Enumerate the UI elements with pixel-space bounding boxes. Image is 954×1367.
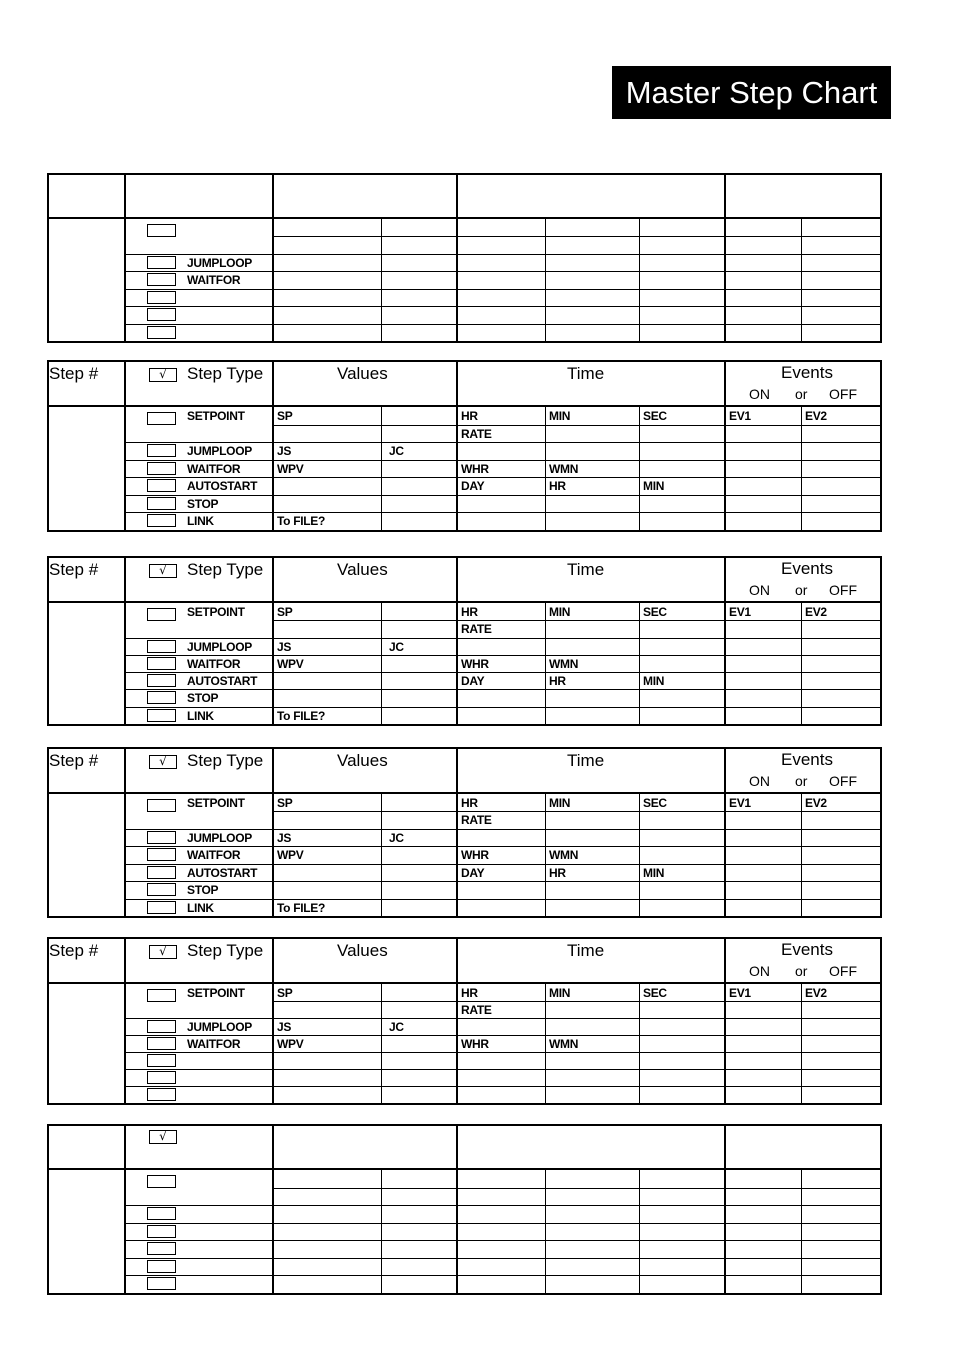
column-divider (724, 362, 726, 530)
step-type-checkbox[interactable] (147, 657, 176, 670)
field-label-whr: WHR (461, 1037, 489, 1051)
field-label-ev2: EV2 (805, 796, 827, 810)
column-divider (801, 794, 802, 916)
column-divider (124, 558, 126, 724)
column-divider (545, 794, 546, 916)
field-label-hr: HR (461, 796, 478, 810)
column-divider (456, 749, 458, 916)
field-label-sp: SP (277, 409, 293, 423)
field-label-js: JS (277, 444, 292, 458)
field-label-to-file: To FILE? (277, 514, 326, 528)
field-label-jc: JC (389, 1020, 404, 1034)
column-divider (801, 219, 802, 341)
events-or-label: or (795, 582, 808, 598)
field-label-min: MIN (549, 796, 571, 810)
step-type-checkbox[interactable] (147, 709, 176, 722)
checkmark-box: √ (149, 1130, 177, 1144)
values-header: Values (337, 941, 388, 960)
events-header: Events (781, 559, 833, 578)
values-header: Values (337, 751, 388, 770)
column-divider (381, 219, 382, 341)
field-label-hr: HR (549, 866, 566, 880)
step-type-checkbox[interactable] (147, 1277, 176, 1290)
column-divider (724, 939, 726, 1103)
row-divider (125, 846, 880, 847)
events-on-label: ON (749, 773, 770, 789)
column-divider (456, 362, 458, 530)
events-off-label: OFF (829, 963, 857, 979)
checkmark-box: √ (149, 368, 177, 382)
field-label-day: DAY (461, 674, 485, 688)
time-header: Time (567, 364, 605, 383)
step-chart (47, 747, 882, 918)
checkmark-box: √ (149, 755, 177, 769)
step-type-checkbox[interactable] (147, 1054, 176, 1067)
field-label-whr: WHR (461, 848, 489, 862)
column-divider (456, 175, 458, 341)
step-type-checkbox[interactable] (147, 901, 176, 914)
field-label-jumploop: JUMPLOOP (187, 1020, 252, 1034)
time-header: Time (567, 560, 605, 579)
field-label-waitfor: WAITFOR (187, 273, 241, 287)
column-divider (381, 794, 382, 916)
row-divider (273, 425, 880, 426)
row-divider (125, 1018, 880, 1019)
step-type-checkbox[interactable] (147, 1071, 176, 1084)
step-type-header: Step Type (187, 751, 264, 770)
step-chart (47, 937, 882, 1105)
step-type-checkbox[interactable] (147, 444, 176, 457)
step-type-header: Step Type (187, 364, 264, 383)
field-label-jumploop: JUMPLOOP (187, 256, 252, 270)
checkmark-box: √ (149, 564, 177, 578)
field-label-autostart: AUTOSTART (187, 674, 258, 688)
field-label-setpoint: SETPOINT (187, 605, 245, 619)
row-divider (125, 495, 880, 496)
column-divider (456, 558, 458, 724)
field-label-wpv: WPV (277, 1037, 304, 1051)
field-label-wpv: WPV (277, 657, 304, 671)
row-divider (125, 460, 880, 461)
column-divider (724, 558, 726, 724)
field-label-day: DAY (461, 866, 485, 880)
field-label-wpv: WPV (277, 848, 304, 862)
step-type-checkbox[interactable] (147, 1088, 176, 1101)
row-divider (125, 1035, 880, 1036)
header-divider (49, 405, 880, 407)
step-type-checkbox[interactable] (147, 479, 176, 492)
events-or-label: or (795, 963, 808, 979)
step-type-header: Step Type (187, 941, 264, 960)
row-divider (125, 829, 880, 830)
field-label-ev1: EV1 (729, 986, 751, 1000)
step-type-checkbox[interactable] (147, 1260, 176, 1273)
field-label-stop: STOP (187, 883, 219, 897)
step-type-checkbox[interactable] (147, 412, 176, 425)
field-label-link: LINK (187, 709, 214, 723)
step-type-checkbox[interactable] (147, 1037, 176, 1050)
field-label-ev1: EV1 (729, 605, 751, 619)
field-label-wmn: WMN (549, 462, 579, 476)
column-divider (272, 362, 274, 530)
row-divider (125, 477, 880, 478)
field-label-ev1: EV1 (729, 796, 751, 810)
header-divider (49, 982, 880, 984)
field-label-sec: SEC (643, 605, 667, 619)
step-chart (47, 173, 882, 343)
row-divider (273, 811, 880, 812)
step-type-checkbox[interactable] (147, 308, 176, 321)
events-off-label: OFF (829, 386, 857, 402)
step-type-checkbox[interactable] (147, 831, 176, 844)
step-chart (47, 556, 882, 726)
row-divider (125, 1052, 880, 1053)
header-divider (49, 1168, 880, 1170)
step-type-checkbox[interactable] (147, 989, 176, 1002)
field-label-sp: SP (277, 796, 293, 810)
field-label-min: MIN (643, 866, 665, 880)
field-label-ev1: EV1 (729, 409, 751, 423)
step-chart (47, 1124, 882, 1295)
field-label-sp: SP (277, 605, 293, 619)
values-header: Values (337, 364, 388, 383)
step-chart (47, 360, 882, 532)
row-divider (125, 1275, 880, 1276)
row-divider (273, 236, 880, 237)
step-type-checkbox[interactable] (147, 224, 176, 237)
events-header: Events (781, 363, 833, 382)
step-type-checkbox[interactable] (147, 497, 176, 510)
events-off-label: OFF (829, 773, 857, 789)
events-on-label: ON (749, 582, 770, 598)
step-type-checkbox[interactable] (147, 848, 176, 861)
column-divider (456, 1126, 458, 1293)
row-divider (125, 1086, 880, 1087)
step-type-checkbox[interactable] (147, 462, 176, 475)
column-divider (639, 794, 640, 916)
checkmark-box: √ (149, 945, 177, 959)
row-divider (125, 881, 880, 882)
row-divider (125, 864, 880, 865)
row-divider (125, 899, 880, 900)
field-label-jumploop: JUMPLOOP (187, 640, 252, 654)
field-label-min: MIN (549, 986, 571, 1000)
field-label-hr: HR (461, 986, 478, 1000)
field-label-min: MIN (643, 479, 665, 493)
row-divider (125, 1223, 880, 1224)
field-label-jc: JC (389, 640, 404, 654)
field-label-whr: WHR (461, 462, 489, 476)
field-label-hr: HR (461, 409, 478, 423)
field-label-sec: SEC (643, 796, 667, 810)
events-or-label: or (795, 386, 808, 402)
step-type-checkbox[interactable] (147, 256, 176, 269)
header-divider (49, 792, 880, 794)
column-divider (724, 749, 726, 916)
field-label-jumploop: JUMPLOOP (187, 831, 252, 845)
field-label-waitfor: WAITFOR (187, 1037, 241, 1051)
step-type-checkbox[interactable] (147, 1242, 176, 1255)
field-label-ev2: EV2 (805, 986, 827, 1000)
column-divider (801, 603, 802, 724)
step-type-checkbox[interactable] (147, 608, 176, 621)
step-type-checkbox[interactable] (147, 326, 176, 339)
row-divider (125, 1240, 880, 1241)
step-type-checkbox[interactable] (147, 799, 176, 812)
field-label-min: MIN (643, 674, 665, 688)
column-divider (381, 603, 382, 724)
field-label-sec: SEC (643, 409, 667, 423)
step-type-checkbox[interactable] (147, 674, 176, 687)
field-label-js: JS (277, 1020, 292, 1034)
step-type-header: Step Type (187, 560, 264, 579)
column-divider (272, 175, 274, 341)
field-label-wmn: WMN (549, 1037, 579, 1051)
row-divider (125, 306, 880, 307)
field-label-sec: SEC (643, 986, 667, 1000)
field-label-autostart: AUTOSTART (187, 866, 258, 880)
field-label-to-file: To FILE? (277, 709, 326, 723)
row-divider (125, 324, 880, 325)
field-label-jc: JC (389, 444, 404, 458)
field-label-day: DAY (461, 479, 485, 493)
row-divider (125, 512, 880, 513)
values-header: Values (337, 560, 388, 579)
header-divider (49, 601, 880, 603)
step-type-checkbox[interactable] (147, 691, 176, 704)
field-label-jumploop: JUMPLOOP (187, 444, 252, 458)
row-divider (125, 442, 880, 443)
column-divider (272, 939, 274, 1103)
time-header: Time (567, 941, 605, 960)
field-label-waitfor: WAITFOR (187, 657, 241, 671)
field-label-setpoint: SETPOINT (187, 409, 245, 423)
row-divider (273, 1188, 880, 1189)
column-divider (724, 1126, 726, 1293)
column-divider (124, 1126, 126, 1293)
step-type-checkbox[interactable] (147, 1225, 176, 1238)
step-number-header: Step # (49, 941, 99, 960)
row-divider (125, 271, 880, 272)
row-divider (125, 1205, 880, 1206)
column-divider (724, 175, 726, 341)
step-number-header: Step # (49, 560, 99, 579)
field-label-hr: HR (549, 479, 566, 493)
field-label-wpv: WPV (277, 462, 304, 476)
column-divider (545, 219, 546, 341)
field-label-autostart: AUTOSTART (187, 479, 258, 493)
field-label-setpoint: SETPOINT (187, 986, 245, 1000)
step-type-checkbox[interactable] (147, 291, 176, 304)
row-divider (125, 707, 880, 708)
field-label-to-file: To FILE? (277, 901, 326, 915)
column-divider (545, 603, 546, 724)
row-divider (125, 289, 880, 290)
events-or-label: or (795, 773, 808, 789)
column-divider (456, 939, 458, 1103)
events-on-label: ON (749, 963, 770, 979)
row-divider (125, 689, 880, 690)
column-divider (639, 219, 640, 341)
field-label-stop: STOP (187, 691, 219, 705)
step-type-checkbox[interactable] (147, 1175, 176, 1188)
step-type-checkbox[interactable] (147, 1020, 176, 1033)
step-number-header: Step # (49, 364, 99, 383)
field-label-sp: SP (277, 986, 293, 1000)
row-divider (125, 1069, 880, 1070)
field-label-setpoint: SETPOINT (187, 796, 245, 810)
field-label-stop: STOP (187, 497, 219, 511)
field-label-waitfor: WAITFOR (187, 848, 241, 862)
events-header: Events (781, 940, 833, 959)
row-divider (125, 1258, 880, 1259)
row-divider (125, 254, 880, 255)
column-divider (124, 939, 126, 1103)
field-label-whr: WHR (461, 657, 489, 671)
events-header: Events (781, 750, 833, 769)
column-divider (124, 749, 126, 916)
column-divider (124, 362, 126, 530)
step-type-checkbox[interactable] (147, 1207, 176, 1220)
field-label-js: JS (277, 831, 292, 845)
field-label-ev2: EV2 (805, 409, 827, 423)
field-label-min: MIN (549, 605, 571, 619)
field-label-hr: HR (461, 605, 478, 619)
step-type-checkbox[interactable] (147, 514, 176, 527)
row-divider (125, 672, 880, 673)
step-type-checkbox[interactable] (147, 866, 176, 879)
step-type-checkbox[interactable] (147, 640, 176, 653)
column-divider (272, 558, 274, 724)
step-type-checkbox[interactable] (147, 883, 176, 896)
events-off-label: OFF (829, 582, 857, 598)
field-label-min: MIN (549, 409, 571, 423)
page-title: Master Step Chart (612, 66, 891, 119)
column-divider (272, 1126, 274, 1293)
step-number-header: Step # (49, 751, 99, 770)
row-divider (273, 620, 880, 621)
row-divider (125, 638, 880, 639)
field-label-jc: JC (389, 831, 404, 845)
column-divider (124, 175, 126, 341)
step-type-checkbox[interactable] (147, 273, 176, 286)
events-on-label: ON (749, 386, 770, 402)
field-label-waitfor: WAITFOR (187, 462, 241, 476)
field-label-rate: RATE (461, 427, 492, 441)
header-divider (49, 217, 880, 219)
field-label-js: JS (277, 640, 292, 654)
time-header: Time (567, 751, 605, 770)
field-label-ev2: EV2 (805, 605, 827, 619)
column-divider (639, 603, 640, 724)
field-label-hr: HR (549, 674, 566, 688)
field-label-rate: RATE (461, 622, 492, 636)
field-label-wmn: WMN (549, 848, 579, 862)
row-divider (125, 655, 880, 656)
field-label-rate: RATE (461, 813, 492, 827)
field-label-link: LINK (187, 514, 214, 528)
row-divider (273, 1001, 880, 1002)
field-label-link: LINK (187, 901, 214, 915)
field-label-wmn: WMN (549, 657, 579, 671)
field-label-rate: RATE (461, 1003, 492, 1017)
column-divider (272, 749, 274, 916)
